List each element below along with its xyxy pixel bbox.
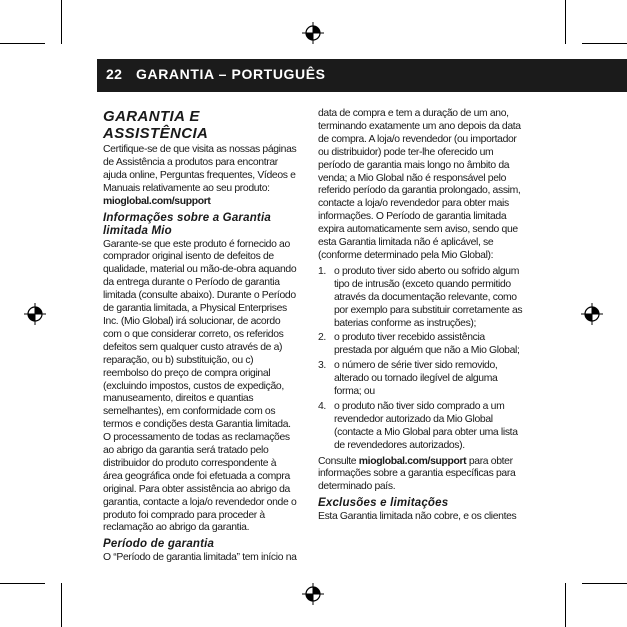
list-text: o produto tiver sido aberto ou sofrido algum tipo de intrusão (exceto quando permitido através da documentação relevante, como por exemplo para substituir corretamente as baterias conforme as instruções); <box>334 265 523 329</box>
crop-mark <box>0 583 45 584</box>
right-column <box>318 108 523 524</box>
page-number: 22 <box>106 66 123 82</box>
consult-suffix: para obter informações sobre a garantia específicas para determinado país. <box>318 455 516 493</box>
crop-mark <box>565 0 566 44</box>
support-link[interactable]: mioglobal.com/support <box>358 455 467 467</box>
registration-target-icon <box>302 583 324 605</box>
page-title: GARANTIA – PORTUGUÊS <box>136 66 326 82</box>
crop-mark <box>582 43 627 44</box>
list-number: 4. <box>318 400 326 412</box>
list-item <box>318 360 523 399</box>
list-number: 1. <box>318 265 326 277</box>
list-text: o produto tiver recebido assistência prestada por alguém que não a Mio Global; <box>334 332 520 357</box>
list-text: o produto não tiver sido comprado a um revendedor autorizado da Mio Global (contacte a Mio Global para obter uma lista de revendedores autorizados). <box>334 400 518 451</box>
crop-mark <box>565 583 566 627</box>
list-number: 3. <box>318 360 326 372</box>
list-item <box>318 332 523 358</box>
list-text: o número de série tiver sido removido, alterado ou tornado ilegível de alguma forma; ou <box>334 360 498 398</box>
support-link[interactable]: mioglobal.com/support <box>103 195 211 207</box>
list-item <box>318 401 523 453</box>
list-item <box>318 266 523 331</box>
subsection-title: Informações sobre a Garantia limitada Mio <box>103 211 271 237</box>
consult-paragraph <box>318 456 523 495</box>
registration-target-icon <box>24 303 46 325</box>
crop-mark <box>61 583 62 627</box>
warranty-info-paragraph: Garante-se que este produto é fornecido ao comprador original isento de defeitos de qualidade, material ou mão-de-obra aquando da entrega durante o Período de garantia limitada (consulte abaixo). Durante o Período de garantia limitada, a Physical Enterprises Inc. (Mio Global) irá solucionar, de acordo com o que considerar correto, os referidos defeitos sem qualquer custo através de a) reparação, ou b) substituição, ou c) reembolso do preço de compra original (excluindo impostos, custos de expedição, manuseamento, direitos e quantias semelhantes), em conformidade com os termos e condições desta Garantia limitada. O processamento de todas as reclamações ao abrigo da garantia será tratado pelo distribuidor do produto correspondente à área geográfica onde foi efetuada a compra original. Para obter assistência ao abrigo da garantia, contacte a loja/o revendedor onde o produto foi comprado para proceder à reclamação ao abrigo da garantia. <box>103 238 297 534</box>
crop-mark <box>582 583 627 584</box>
registration-target-icon <box>302 22 324 44</box>
subsection-title: Período de garantia <box>103 538 215 551</box>
left-column <box>103 108 298 565</box>
list-number: 2. <box>318 332 326 344</box>
registration-target-icon <box>581 303 603 325</box>
consult-prefix: Consulte <box>318 455 357 467</box>
warranty-period-paragraph: O “Período de garantia limitada” tem início na <box>103 552 297 564</box>
intro-text: Certifique-se de que visita as nossas páginas de Assistência a produtos para encontrar ajuda online, Perguntas frequentes, Vídeos e Manuais relativamente ao seu produto: <box>103 144 297 194</box>
subsection-title: Exclusões e limitações <box>318 497 449 510</box>
exclusions-paragraph: Esta Garantia limitada não cobre, e os clientes <box>318 511 517 523</box>
intro-paragraph <box>103 144 298 209</box>
crop-mark <box>0 43 45 44</box>
crop-mark <box>61 0 62 44</box>
section-heading: GARANTIA E ASSISTÊNCIA <box>103 108 209 142</box>
warranty-period-continued: data de compra e tem a duração de um ano, terminando exatamente um ano depois da data de compra. A loja/o revendedor (ou importador ou distribuidor) pode ter-lhe oferecido um período de garantia mais longo no âmbito da venda; a Mio Global não é responsável pelo referido período da garantia prolongado, assim, contacte a loja/o revendedor para obter mais informações. O Período de garantia limitada expira automaticamente sem aviso, sendo que esta Garantia limitada não é aplicável, se (conforme determinado pela Mio Global): <box>318 108 521 261</box>
exclusion-list <box>318 266 523 453</box>
